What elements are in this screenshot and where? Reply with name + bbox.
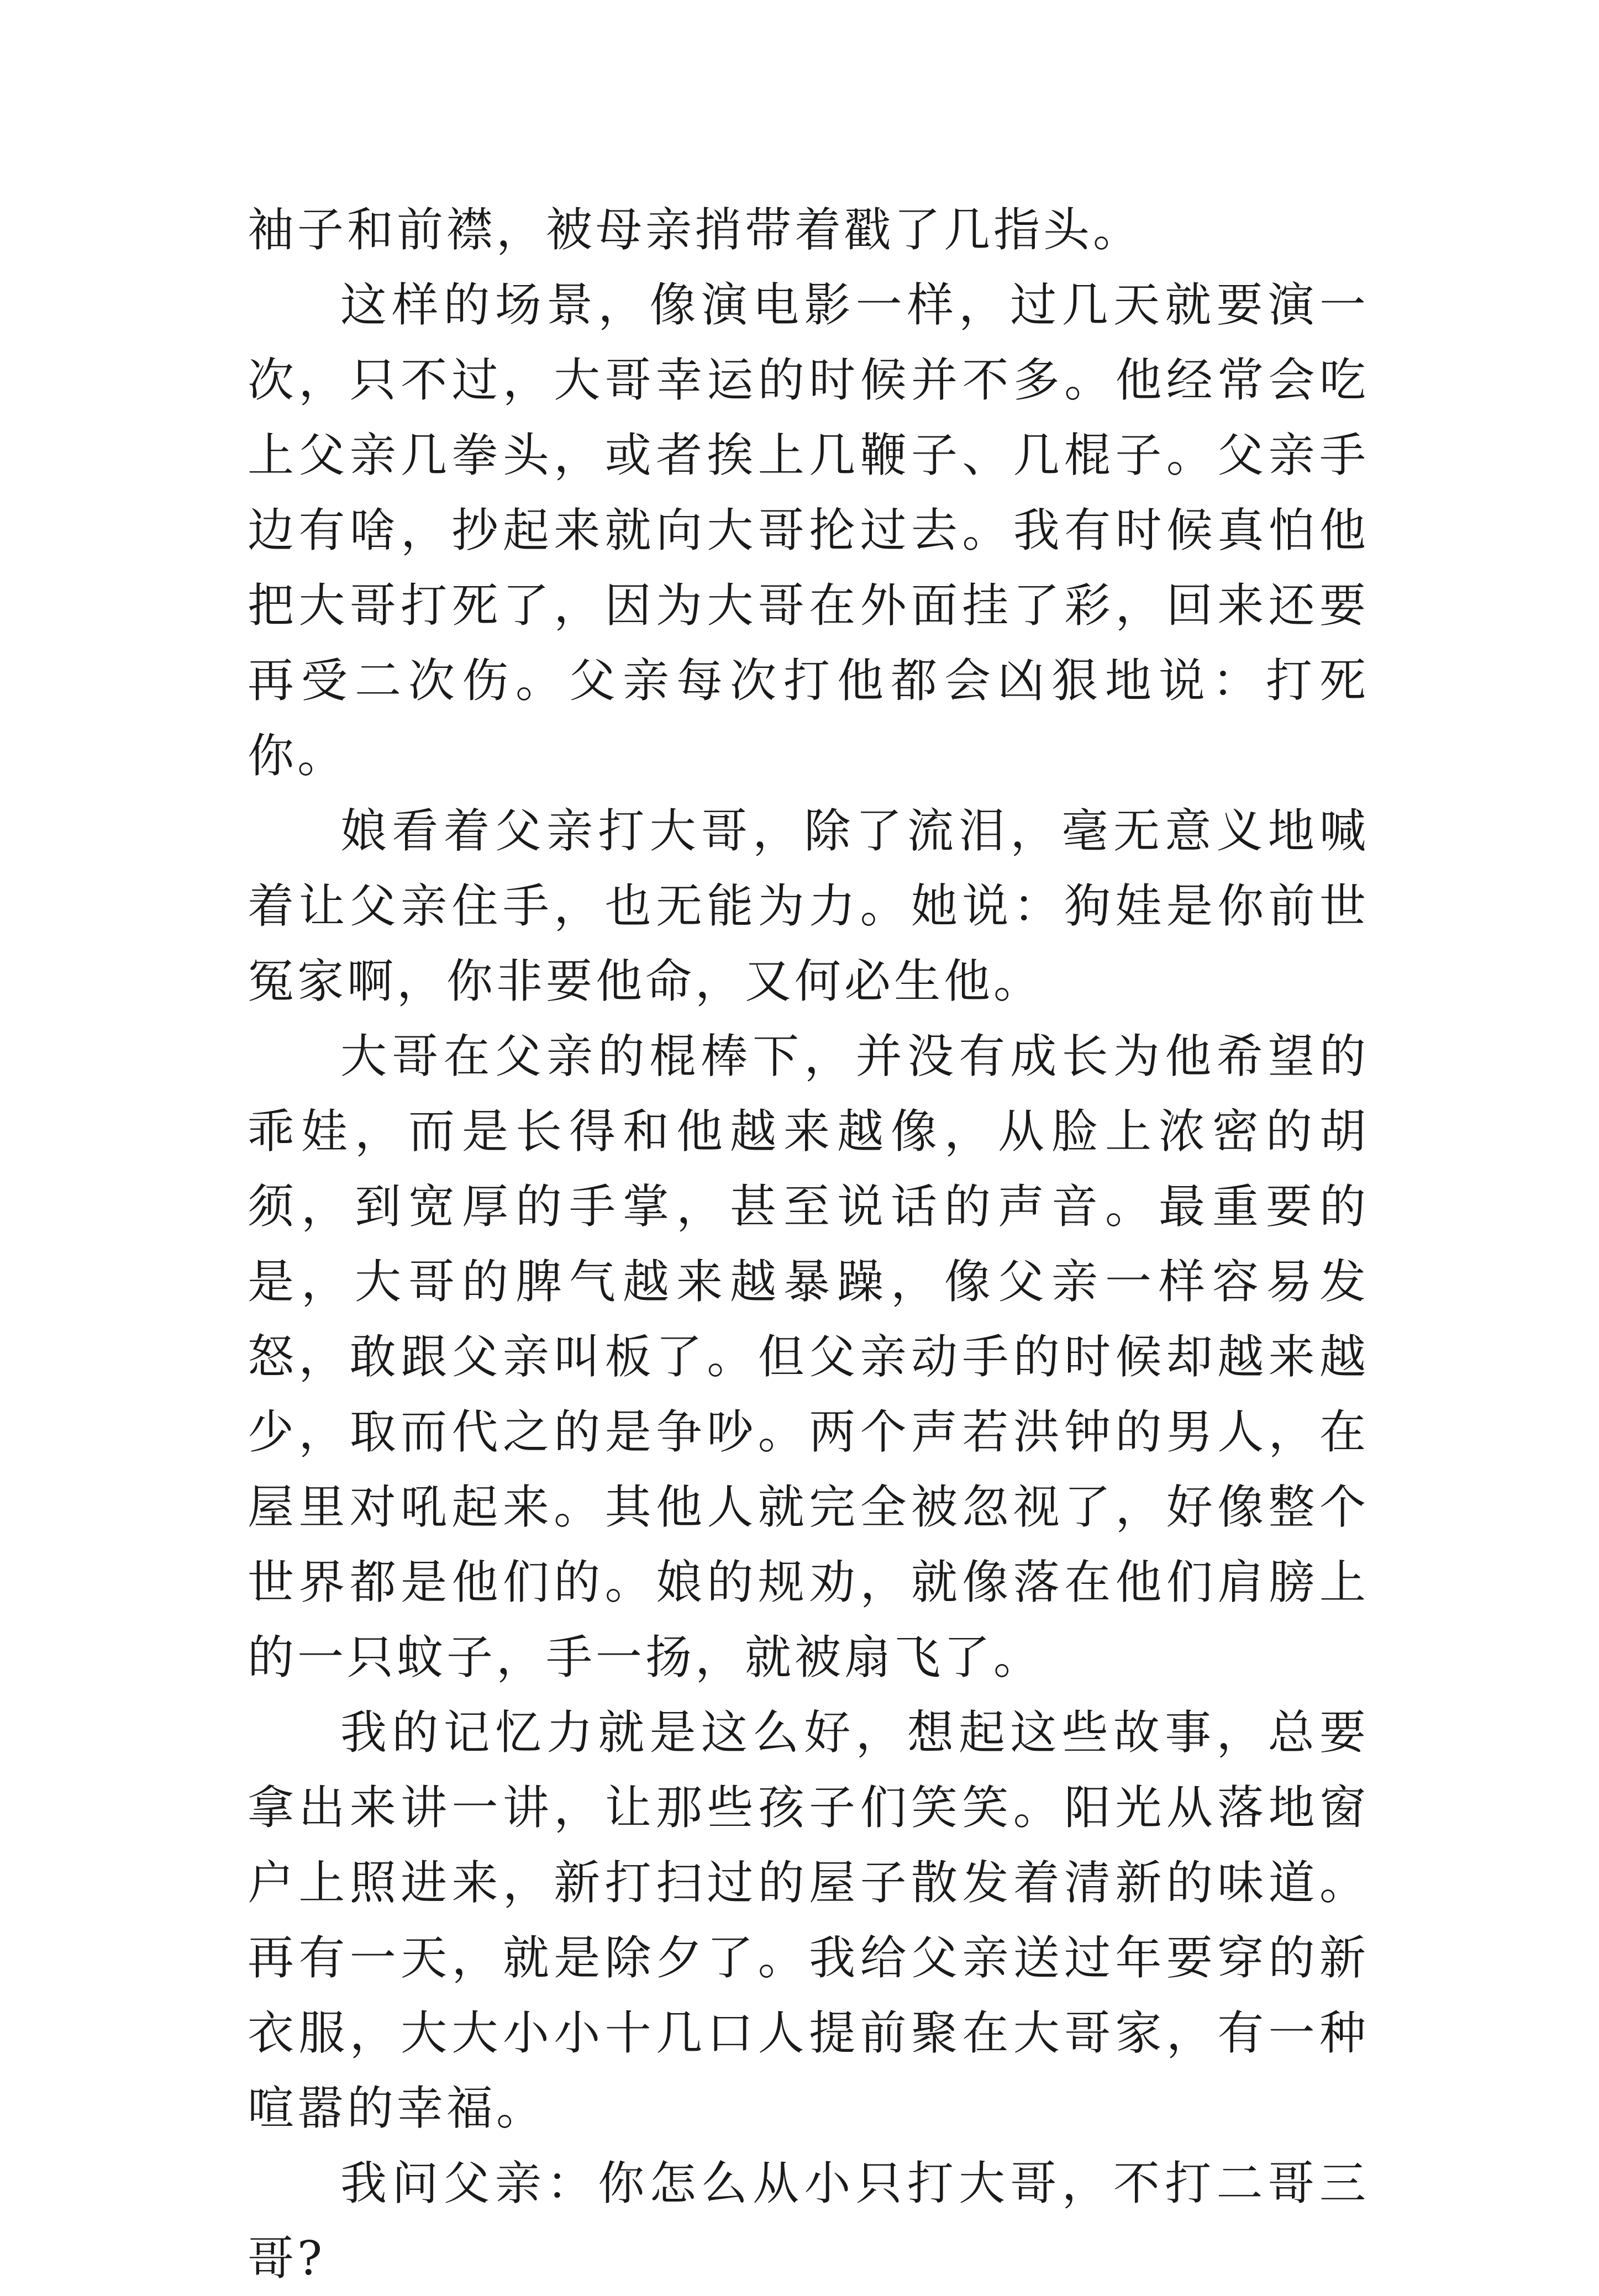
body-text bbox=[248, 192, 1369, 2296]
paragraph-5: 我的记忆力就是这么好，想起这些故事，总要拿出来讲一讲，让那些孩子们笑笑。阳光从落地窗户上照进来，新打扫过的屋子散发着清新的味道。再有一天，就是除夕了。我给父亲送过年要穿的新衣服，大大小小十几口人提前聚在大哥家，有一种喧嚣的幸福。 bbox=[248, 1705, 1369, 2135]
paragraph-3: 娘看着父亲打大哥，除了流泪，毫无意义地喊着让父亲住手，也无能为力。她说：狗娃是你前世冤家啊，你非要他命，又何必生他。 bbox=[248, 804, 1369, 1008]
paragraph-1: 袖子和前襟，被母亲捎带着戳了几指头。 bbox=[248, 203, 1143, 257]
paragraph-2: 这样的场景，像演电影一样，过几天就要演一次，只不过，大哥幸运的时候并不多。他经常会吃上父亲几拳头，或者挨上几鞭子、几棍子。父亲手边有啥，抄起来就向大哥抡过去。我有时候真怕他把大哥打死了，因为大哥在外面挂了彩，回来还要再受二次伤。父亲每次打他都会凶狠地说：打死你。 bbox=[248, 278, 1369, 783]
paragraph-6: 我问父亲：你怎么从小只打大哥，不打二哥三哥? bbox=[248, 2156, 1369, 2286]
paragraph-4: 大哥在父亲的棍棒下，并没有成长为他希望的乖娃，而是长得和他越来越像，从脸上浓密的胡须，到宽厚的手掌，甚至说话的声音。最重要的是，大哥的脾气越来越暴躁，像父亲一样容易发怒，敢跟父亲叫板了。但父亲动手的时候却越来越少，取而代之的是争吵。两个声若洪钟的男人，在屋里对吼起来。其他人就完全被忽视了，好像整个世界都是他们的。娘的规劝，就像落在他们肩膀上的一只蚊子，手一扬，就被扇飞了。 bbox=[248, 1029, 1369, 1684]
